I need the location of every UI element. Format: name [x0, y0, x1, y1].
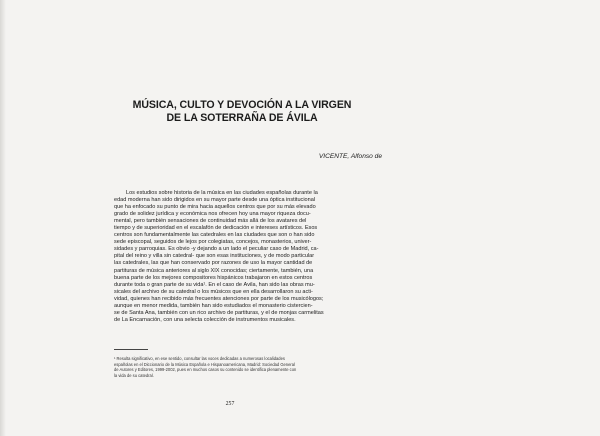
body-line: sede episcopal, seguidos de lejos por colegiatas, concejos, monasterios, univer-	[114, 239, 312, 246]
body-line: vidad, quienes han recibido más frecuentes atenciones por parte de los musicólogos;	[114, 295, 324, 302]
body-line: se de Santa Ana, también con un rico archivo de partituras, y el de monjas carmelitas	[114, 309, 324, 316]
body-line: aunque en menor medida, también han sido estudiados el monasterio cistercien-	[114, 302, 313, 309]
footnote-line: de Autores y Editores, 1999-2002, pues en muchos casos su contenido se identifica plenamente con	[114, 367, 297, 373]
page-number: 257	[225, 401, 235, 407]
title-line: MÚSICA, CULTO Y DEVOCIÓN A LA VIRGEN	[132, 99, 352, 111]
author-name: VICENTE, Alfonso de	[318, 153, 382, 160]
scan-edge	[0, 0, 6, 436]
body-line: tiempo y de superioridad en el escalafón de dedicación e intereses artísticos. Esos	[114, 225, 318, 232]
footnote-divider	[114, 349, 148, 350]
title-line: DE LA SOTERRAÑA DE ÁVILA	[166, 112, 318, 125]
body-line: de La Encarnación, con una selecta colección de instrumentos musicales.	[114, 316, 296, 323]
book-page	[96, 0, 396, 436]
body-line: sidades y parroquias. Es obvio -y dejando a un lado el peculiar caso de Madrid, ca-	[114, 246, 319, 253]
body-paragraph	[114, 190, 382, 324]
body-line: buena parte de los mejores compositores hispánicos trabajaron en estos centros	[114, 274, 313, 281]
body-line: pital del reino y villa sin catedral- que son esas instituciones, y de modo particular	[114, 253, 315, 260]
body-line: grado de solidez jurídica y económica nos ofrecen hoy una mayor riqueza docu-	[114, 211, 311, 218]
article-title	[112, 99, 372, 126]
body-line: edad moderna han sido dirigidos en su mayor parte desde una óptica institucional	[114, 197, 316, 204]
footnote-line: ¹ Resulta significativo, en ese sentido, consultar las voces dedicadas a numerosas localidades	[114, 356, 285, 361]
body-line: sicales del archivo de su catedral o los músicos que en ella desarrollaron su acti-	[114, 288, 313, 295]
body-line: centros son fundamentalmente las catedrales en las ciudades que son o han sido	[114, 232, 315, 239]
footnote-line: españolas en el Diccionario de la Música Española e Hispanoamericana, Madrid: Sociedad General	[114, 361, 295, 367]
footnote-line: la vida de su catedral.	[114, 372, 154, 378]
body-line: Los estudios sobre historia de la música en las ciudades españolas durante la	[126, 190, 318, 196]
body-line: partituras de música anteriores al siglo XIX conocidas; ciertamente, también, una	[114, 267, 314, 274]
body-line: durante toda o gran parte de su vida¹. En el caso de Ávila, han sido las obras mu-	[114, 281, 315, 288]
body-line: las catedrales, las que han conservado por razones de uso la mayor cantidad de	[114, 260, 313, 267]
footnote	[114, 356, 382, 378]
body-line: mental, pero también sensaciones de continuidad más allá de los avatares del	[114, 218, 307, 225]
body-line: que ha enfocado su punto de mira hacia aquellos centros que por su más elevado	[114, 204, 316, 211]
